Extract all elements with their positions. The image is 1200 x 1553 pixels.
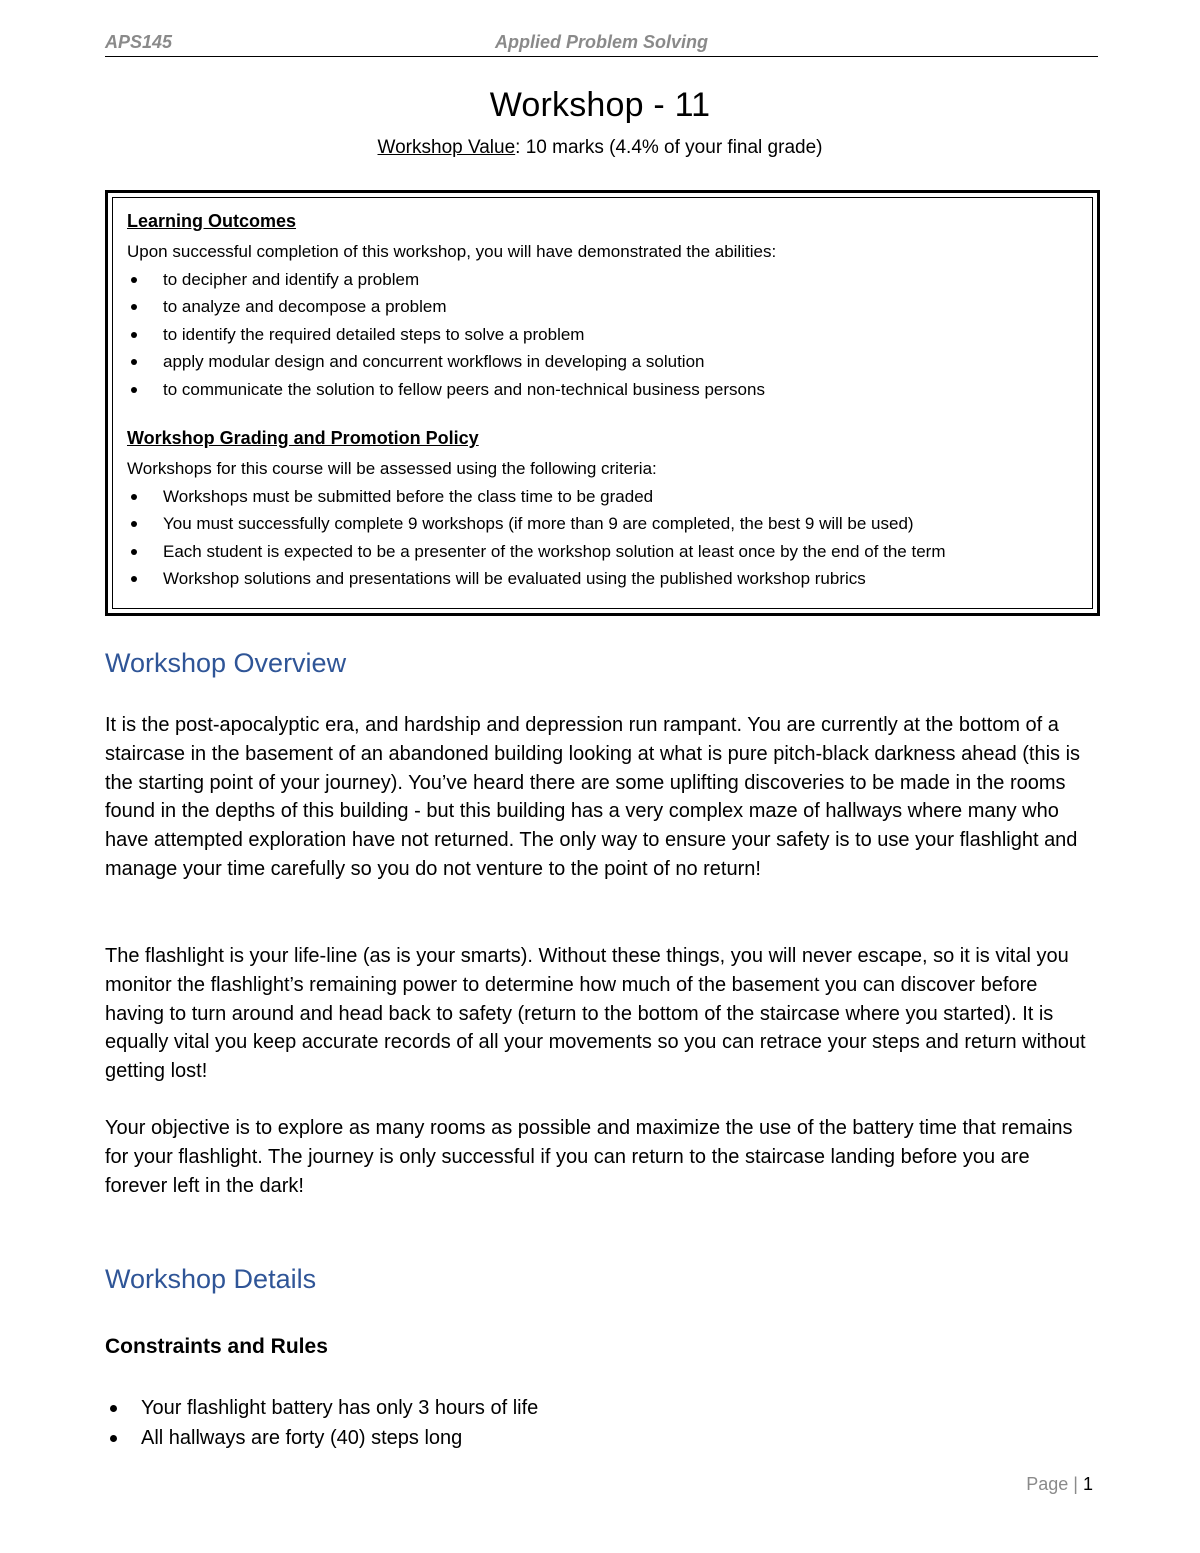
learning-outcomes-list [127, 266, 1078, 404]
learning-outcomes-intro: Upon successful completion of this workshop, you will have demonstrated the abilities: [127, 242, 777, 261]
list-item: You must successfully complete 9 workshops (if more than 9 are completed, the best 9 will be used) [127, 510, 1078, 538]
overview-heading: Workshop Overview [105, 648, 347, 678]
overview-paragraph-3: Your objective is to explore as many rooms as possible and maximize the use of the battery time that remains for your flashlight. The journey is only successful if you can return to the staircase landing before you are forever left in the dark! [105, 1117, 1073, 1197]
grading-policy-intro: Workshops for this course will be assessed using the following criteria: [127, 459, 657, 478]
page-number: 1 [1082, 1474, 1093, 1494]
learning-outcomes-heading: Learning Outcomes [127, 211, 297, 231]
constraints-heading: Constraints and Rules [105, 1335, 328, 1358]
list-item: Workshop solutions and presentations will be evaluated using the published workshop rubrics [127, 565, 1078, 593]
constraints-list [105, 1393, 538, 1453]
grading-policy-list [127, 483, 1078, 593]
page-label: Page | [1026, 1474, 1078, 1494]
details-heading: Workshop Details [105, 1264, 317, 1294]
workshop-value-label: Workshop Value [377, 137, 516, 158]
list-item: to identify the required detailed steps to solve a problem [127, 321, 1078, 349]
list-item: Workshops must be submitted before the class time to be graded [127, 483, 1078, 511]
workshop-value [0, 137, 1200, 159]
list-item: apply modular design and concurrent workflows in developing a solution [127, 348, 1078, 376]
list-item: to decipher and identify a problem [127, 266, 1078, 294]
list-item: to analyze and decompose a problem [127, 293, 1078, 321]
course-code: APS145 [105, 32, 173, 52]
overview-paragraph-2: The flashlight is your life-line (as is your smarts). Without these things, you will never escape, so it is vital you monitor the flashlight’s remaining power to determine how much of the basement you can discover before having to turn around and head back to safety (return to the bottom of the staircase where you started). It is equally vital you keep accurate records of all your movements so you can retrace your steps and return without getting lost! [105, 945, 1086, 1083]
page-header [105, 30, 1098, 57]
list-item: to communicate the solution to fellow peers and non-technical business persons [127, 376, 1078, 404]
outcomes-box [105, 190, 1100, 616]
list-item: Each student is expected to be a presenter of the workshop solution at least once by the end of the term [127, 538, 1078, 566]
page-footer [1000, 1474, 1093, 1495]
outcomes-box-inner [112, 197, 1093, 609]
workshop-value-text: : 10 marks (4.4% of your final grade) [515, 137, 823, 158]
list-item: Your flashlight battery has only 3 hours of life [105, 1393, 538, 1423]
document-title: Workshop - 11 [489, 86, 711, 124]
list-item: All hallways are forty (40) steps long [105, 1423, 538, 1453]
overview-paragraph-1: It is the post-apocalyptic era, and hardship and depression run rampant. You are currently at the bottom of a staircase in the basement of an abandoned building looking at what is pure pitch-black darkness ahead (this is the starting point of your journey). You’ve heard there are some uplifting discoveries to be made in the rooms found in the depths of this building - but this building has a very complex maze of hallways where many who have attempted exploration have not returned. The only way to ensure your safety is to use your flashlight and manage your time carefully so you do not venture to the point of no return! [105, 714, 1081, 880]
course-title: Applied Problem Solving [494, 32, 709, 52]
grading-policy-heading: Workshop Grading and Promotion Policy [127, 428, 479, 448]
